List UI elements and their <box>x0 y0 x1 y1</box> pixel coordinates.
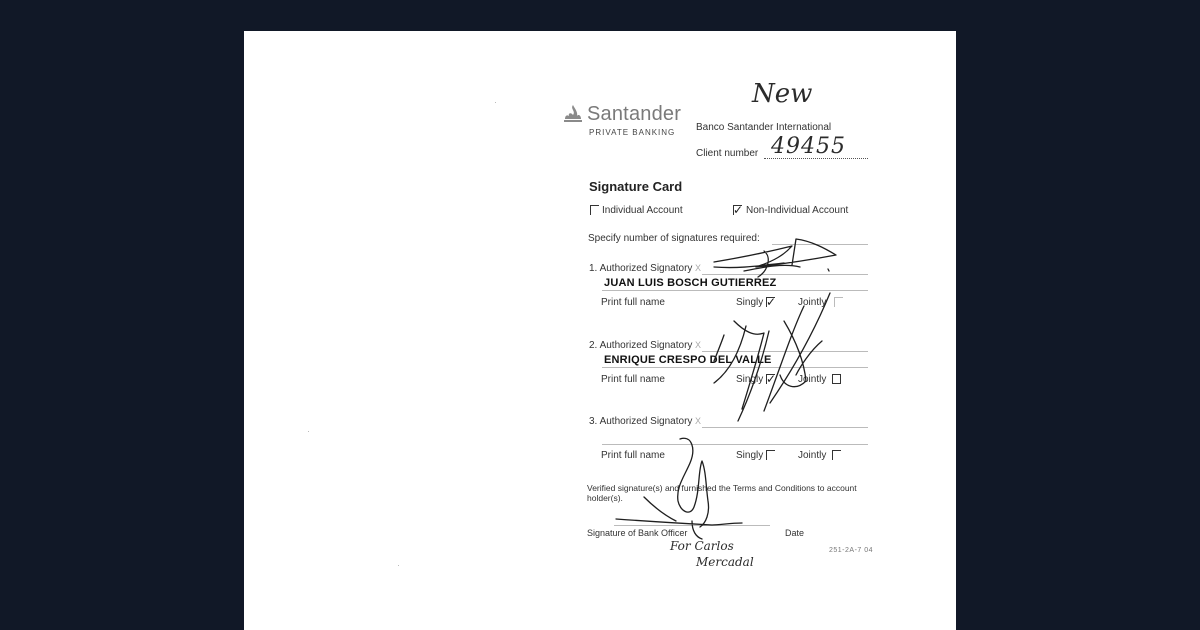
logo-subtitle: PRIVATE BANKING <box>589 128 676 137</box>
signatory-2-label: 2. Authorized Signatory <box>589 340 693 351</box>
document-code: 251-2A-7 04 <box>829 547 874 554</box>
signatory-2-jointly-label: Jointly <box>798 374 827 385</box>
officer-signature-strokes <box>616 438 742 539</box>
handwritten-new-note: New <box>752 79 813 109</box>
checkmark-icon: ✓ <box>733 203 744 217</box>
checkmark-icon: ✓ <box>766 295 777 309</box>
client-number-label: Client number <box>696 148 759 159</box>
verified-text-line-1: Verified signature(s) and furnished the Terms and Conditions to account <box>587 483 857 493</box>
signatory-2-name: ENRIQUE CRESPO DEL VALLE <box>604 354 772 366</box>
signatory-3-x: X <box>695 416 702 426</box>
logo-text: Santander <box>587 103 682 125</box>
signatory-2-x: X <box>695 340 702 350</box>
client-number-value: 49455 <box>771 134 846 159</box>
signatory-2-singly-label: Singly <box>736 374 764 385</box>
signatory-3-print-label: Print full name <box>601 450 665 461</box>
signatures-required-label: Specify number of signatures required: <box>588 233 760 244</box>
handwritten-for-carlos: For Carlos <box>670 539 734 553</box>
handwritten-mercadal: Mercadal <box>696 555 754 569</box>
signatory-1-name: JUAN LUIS BOSCH GUTIERREZ <box>604 277 777 289</box>
date-label: Date <box>785 528 805 538</box>
signatory-1-singly-label: Singly <box>736 297 764 308</box>
officer-signature-label: Signature of Bank Officer <box>587 528 688 538</box>
signatory-1-print-label: Print full name <box>601 297 665 308</box>
non-individual-account-label: Non-Individual Account <box>746 205 849 216</box>
signatory-1-jointly-label: Jointly <box>798 297 827 308</box>
bank-name: Banco Santander International <box>696 122 832 133</box>
signatory-1-x: X <box>695 263 702 273</box>
signature-card-document <box>244 31 956 630</box>
signatory-3-singly-label: Singly <box>736 450 764 461</box>
checkmark-icon: ✓ <box>766 372 777 386</box>
signatory-3-label: 3. Authorized Signatory <box>589 416 693 427</box>
verified-text-line-2: holder(s). <box>587 493 623 503</box>
handwritten-signatures <box>244 31 956 630</box>
card-title: Signature Card <box>589 179 683 194</box>
signature-1-strokes <box>714 239 836 277</box>
signatory-2-print-label: Print full name <box>601 374 665 385</box>
signature-2-strokes <box>714 293 830 421</box>
signatory-3-jointly-label: Jointly <box>798 450 827 461</box>
signatory-1-label: 1. Authorized Signatory <box>589 263 693 274</box>
individual-account-label: Individual Account <box>602 205 683 216</box>
